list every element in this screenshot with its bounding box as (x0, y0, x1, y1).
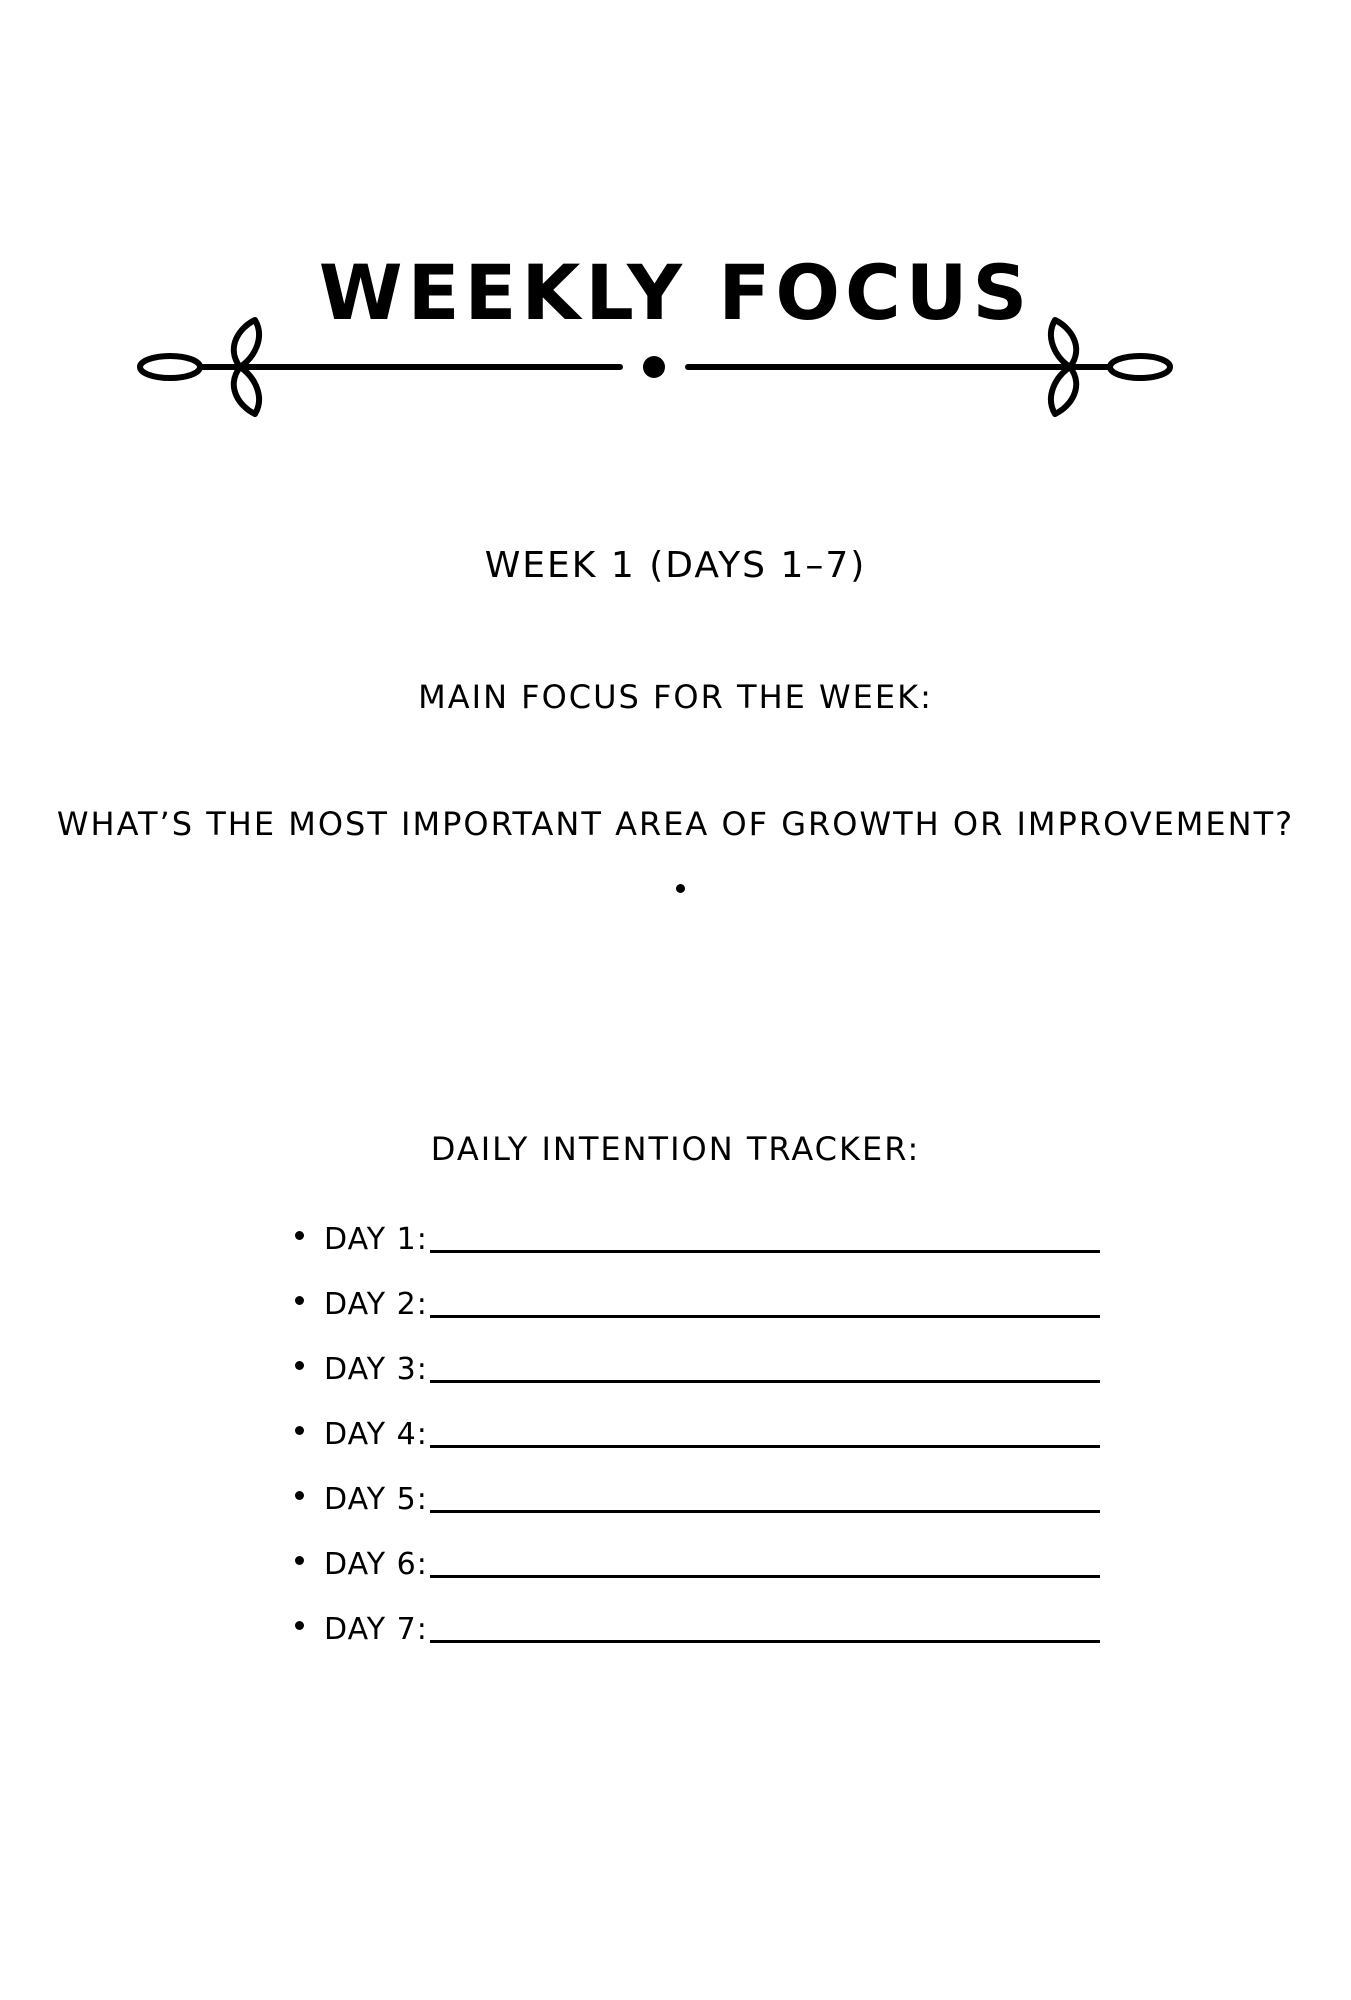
day-list (295, 1190, 1100, 1645)
day-row (295, 1450, 1100, 1515)
day-entry-line[interactable] (430, 1250, 1100, 1253)
day-entry-line[interactable] (430, 1640, 1100, 1643)
day-row (295, 1255, 1100, 1320)
bullet (295, 1231, 304, 1240)
leaf-divider-icon (130, 312, 1180, 422)
day-entry-line[interactable] (430, 1445, 1100, 1448)
bullet (295, 1426, 304, 1435)
growth-question: WHAT’S THE MOST IMPORTANT AREA OF GROWTH OR IMPROVEMENT? (56, 805, 1295, 843)
main-focus-label: MAIN FOCUS FOR THE WEEK: (418, 678, 933, 716)
day-row (295, 1580, 1100, 1645)
day-entry-line[interactable] (430, 1510, 1100, 1513)
day-entry-line[interactable] (430, 1380, 1100, 1383)
day-row (295, 1385, 1100, 1450)
focus-bullet (676, 884, 685, 893)
bullet (295, 1296, 304, 1305)
day-label: DAY 7: (324, 1612, 428, 1647)
day-label: DAY 3: (324, 1352, 428, 1387)
bullet (295, 1556, 304, 1565)
bullet (295, 1361, 304, 1370)
day-entry-line[interactable] (430, 1315, 1100, 1318)
day-label: DAY 6: (324, 1547, 428, 1582)
tracker-label: DAILY INTENTION TRACKER: (430, 1130, 921, 1168)
week-label: WEEK 1 (DAYS 1–7) (484, 545, 867, 586)
day-label: DAY 5: (324, 1482, 428, 1517)
day-row (295, 1515, 1100, 1580)
day-label: DAY 2: (324, 1287, 428, 1322)
day-entry-line[interactable] (430, 1575, 1100, 1578)
bullet (295, 1491, 304, 1500)
day-row (295, 1320, 1100, 1385)
bullet (295, 1621, 304, 1630)
day-row (295, 1190, 1100, 1255)
page-title: WEEKLY FOCUS (318, 248, 1033, 337)
day-label: DAY 1: (324, 1222, 428, 1257)
day-label: DAY 4: (324, 1417, 428, 1452)
